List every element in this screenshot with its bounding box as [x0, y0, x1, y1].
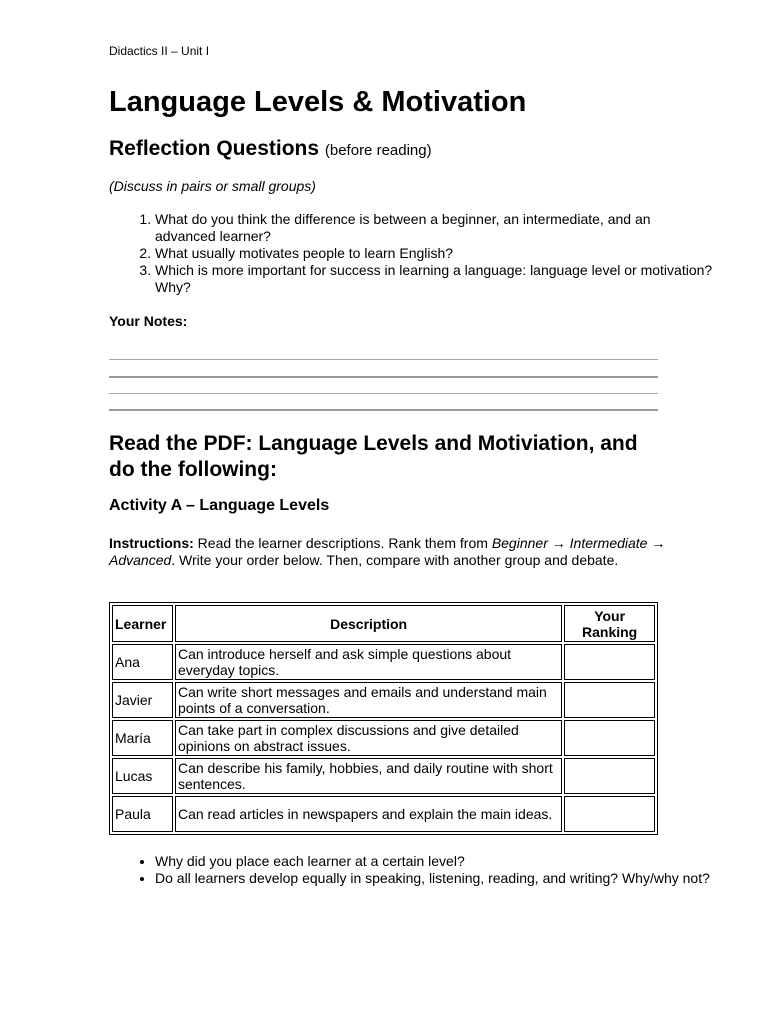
- ranking-cell[interactable]: [564, 758, 655, 794]
- reflection-subtitle: (before reading): [324, 142, 432, 159]
- header-learner: Learner: [112, 605, 173, 642]
- table-row: [112, 758, 655, 794]
- page-header: Didactics II – Unit I: [109, 44, 210, 58]
- level-intermediate-advanced: Intermediate → Advanced: [109, 535, 666, 568]
- reflection-title: Reflection Questions: [109, 137, 320, 160]
- follow-up-question: • Do all learners develop equally in speaking, listening, reading, and writing? Why/why not?: [155, 870, 715, 887]
- header-ranking: Your Ranking: [564, 605, 655, 642]
- instructions-text: . Write your order below. Then, compare with another group and debate.: [171, 552, 619, 568]
- learner-name: Ana: [112, 644, 173, 680]
- table-row: [112, 796, 655, 832]
- notes-line: [109, 359, 658, 360]
- learner-description: Can read articles in newspapers and explain the main ideas.: [175, 796, 562, 832]
- ranking-cell[interactable]: [564, 682, 655, 718]
- learner-name: Javier: [112, 682, 173, 718]
- notes-line: [109, 393, 658, 394]
- table-row: [112, 682, 655, 718]
- learner-description: Can introduce herself and ask simple questions about everyday topics.: [175, 644, 562, 680]
- learner-description: Can write short messages and emails and understand main points of a conversation.: [175, 682, 562, 718]
- follow-up-question: • Why did you place each learner at a certain level?: [155, 853, 715, 870]
- table-header-row: [112, 605, 655, 642]
- reflection-question: 1. What do you think the difference is between a beginner, an intermediate, and an advanced learner?: [155, 211, 715, 245]
- learner-name: Lucas: [112, 758, 173, 794]
- learner-name: María: [112, 720, 173, 756]
- learner-name: Paula: [112, 796, 173, 832]
- table-row: [112, 644, 655, 680]
- follow-up-questions: [109, 853, 715, 887]
- instructions-label: Instructions:: [109, 535, 194, 551]
- instructions-text: Read the learner descriptions. Rank them from: [193, 535, 492, 551]
- table-row: [112, 720, 655, 756]
- notes-line: [109, 376, 658, 378]
- ranking-cell[interactable]: [564, 644, 655, 680]
- reflection-question: 3. Which is more important for success in learning a language: language level or motivation? Why?: [155, 262, 715, 296]
- reflection-heading: [109, 137, 432, 161]
- learner-description: Can take part in complex discussions and give detailed opinions on abstract issues.: [175, 720, 562, 756]
- ranking-cell[interactable]: [564, 796, 655, 832]
- document-title: Language Levels & Motivation: [109, 86, 527, 118]
- learner-description: Can describe his family, hobbies, and daily routine with short sentences.: [175, 758, 562, 794]
- reflection-question-list: [109, 211, 715, 296]
- ranking-cell[interactable]: [564, 720, 655, 756]
- activity-a-heading: Activity A – Language Levels: [109, 497, 330, 514]
- reflection-question: 2. What usually motivates people to learn English?: [155, 245, 715, 262]
- activity-instructions: [109, 535, 669, 569]
- header-description: Description: [175, 605, 562, 642]
- read-pdf-heading: Read the PDF: Language Levels and Motiviation, and do the following:: [109, 432, 638, 481]
- discussion-note: (Discuss in pairs or small groups): [109, 178, 316, 194]
- notes-line: [109, 409, 658, 411]
- notes-label: Your Notes:: [109, 313, 188, 329]
- level-beginner: Beginner →: [491, 535, 566, 551]
- learner-levels-table: [109, 602, 658, 835]
